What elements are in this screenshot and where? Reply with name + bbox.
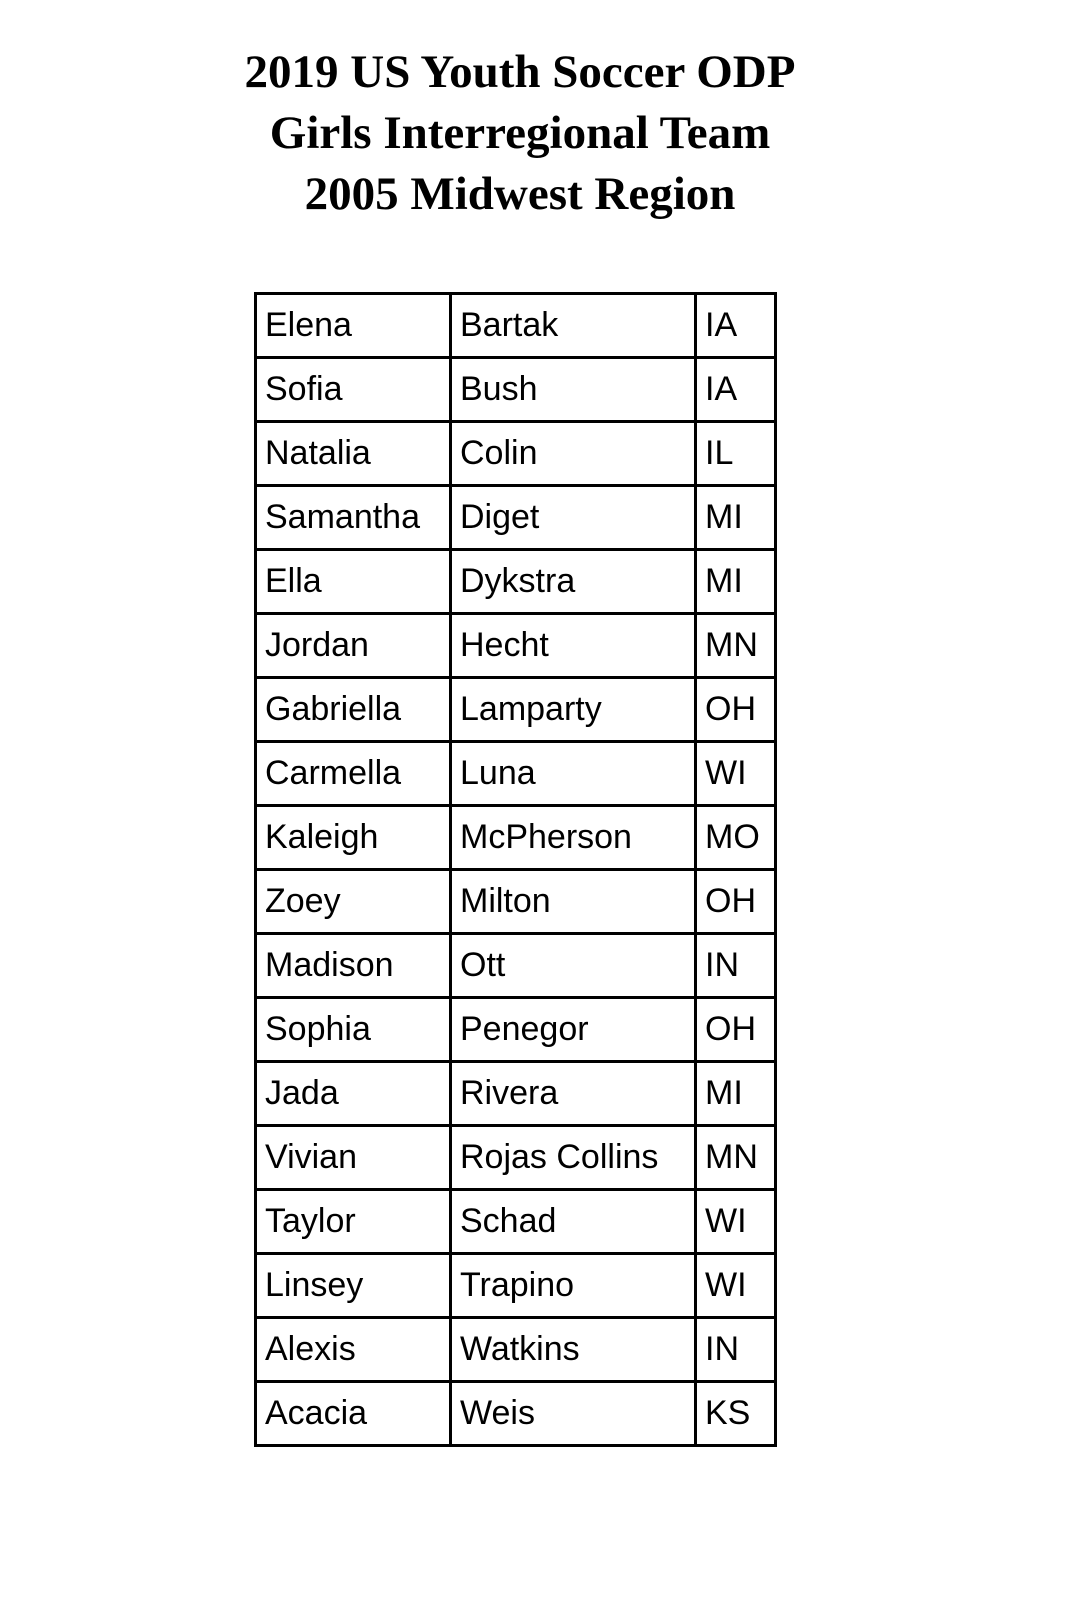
state-cell: WI [696, 742, 776, 806]
state-cell: OH [696, 678, 776, 742]
state-cell: MI [696, 550, 776, 614]
first-name-cell: Kaleigh [256, 806, 451, 870]
state-cell: MO [696, 806, 776, 870]
state-cell: IA [696, 358, 776, 422]
first-name-cell: Gabriella [256, 678, 451, 742]
first-name-cell: Sophia [256, 998, 451, 1062]
last-name-cell: Hecht [451, 614, 696, 678]
table-row [256, 422, 776, 486]
first-name-cell: Jada [256, 1062, 451, 1126]
first-name-cell: Samantha [256, 486, 451, 550]
first-name-cell: Taylor [256, 1190, 451, 1254]
state-cell: WI [696, 1254, 776, 1318]
first-name-cell: Madison [256, 934, 451, 998]
last-name-cell: Luna [451, 742, 696, 806]
state-cell: OH [696, 998, 776, 1062]
table-row [256, 1062, 776, 1126]
state-cell: OH [696, 870, 776, 934]
last-name-cell: Bartak [451, 294, 696, 358]
table-row [256, 358, 776, 422]
table-row [256, 678, 776, 742]
last-name-cell: Trapino [451, 1254, 696, 1318]
state-cell: IL [696, 422, 776, 486]
last-name-cell: Colin [451, 422, 696, 486]
first-name-cell: Linsey [256, 1254, 451, 1318]
table-row [256, 934, 776, 998]
last-name-cell: Watkins [451, 1318, 696, 1382]
first-name-cell: Alexis [256, 1318, 451, 1382]
table-row [256, 1254, 776, 1318]
state-cell: IN [696, 934, 776, 998]
roster-table [254, 292, 777, 1447]
table-row [256, 1126, 776, 1190]
last-name-cell: Diget [451, 486, 696, 550]
last-name-cell: Ott [451, 934, 696, 998]
first-name-cell: Jordan [256, 614, 451, 678]
first-name-cell: Sofia [256, 358, 451, 422]
state-cell: IN [696, 1318, 776, 1382]
first-name-cell: Acacia [256, 1382, 451, 1446]
last-name-cell: Bush [451, 358, 696, 422]
first-name-cell: Zoey [256, 870, 451, 934]
last-name-cell: Rivera [451, 1062, 696, 1126]
state-cell: MN [696, 1126, 776, 1190]
first-name-cell: Vivian [256, 1126, 451, 1190]
last-name-cell: McPherson [451, 806, 696, 870]
table-row [256, 998, 776, 1062]
last-name-cell: Lamparty [451, 678, 696, 742]
state-cell: KS [696, 1382, 776, 1446]
state-cell: IA [696, 294, 776, 358]
table-row [256, 550, 776, 614]
table-row [256, 486, 776, 550]
last-name-cell: Schad [451, 1190, 696, 1254]
table-row [256, 1382, 776, 1446]
state-cell: MI [696, 1062, 776, 1126]
table-row [256, 294, 776, 358]
table-row [256, 870, 776, 934]
first-name-cell: Carmella [256, 742, 451, 806]
table-row [256, 1318, 776, 1382]
state-cell: WI [696, 1190, 776, 1254]
state-cell: MN [696, 614, 776, 678]
first-name-cell: Elena [256, 294, 451, 358]
last-name-cell: Milton [451, 870, 696, 934]
state-cell: MI [696, 486, 776, 550]
first-name-cell: Natalia [256, 422, 451, 486]
table-row [256, 1190, 776, 1254]
last-name-cell: Dykstra [451, 550, 696, 614]
table-row [256, 614, 776, 678]
title-line-3: 2005 Midwest Region [304, 168, 736, 220]
page-title [0, 42, 1040, 225]
roster-table-body [256, 294, 776, 1446]
last-name-cell: Weis [451, 1382, 696, 1446]
table-row [256, 742, 776, 806]
title-line-1: 2019 US Youth Soccer ODP [244, 46, 796, 98]
last-name-cell: Rojas Collins [451, 1126, 696, 1190]
title-line-2: Girls Interregional Team [269, 107, 771, 159]
table-row [256, 806, 776, 870]
last-name-cell: Penegor [451, 998, 696, 1062]
first-name-cell: Ella [256, 550, 451, 614]
